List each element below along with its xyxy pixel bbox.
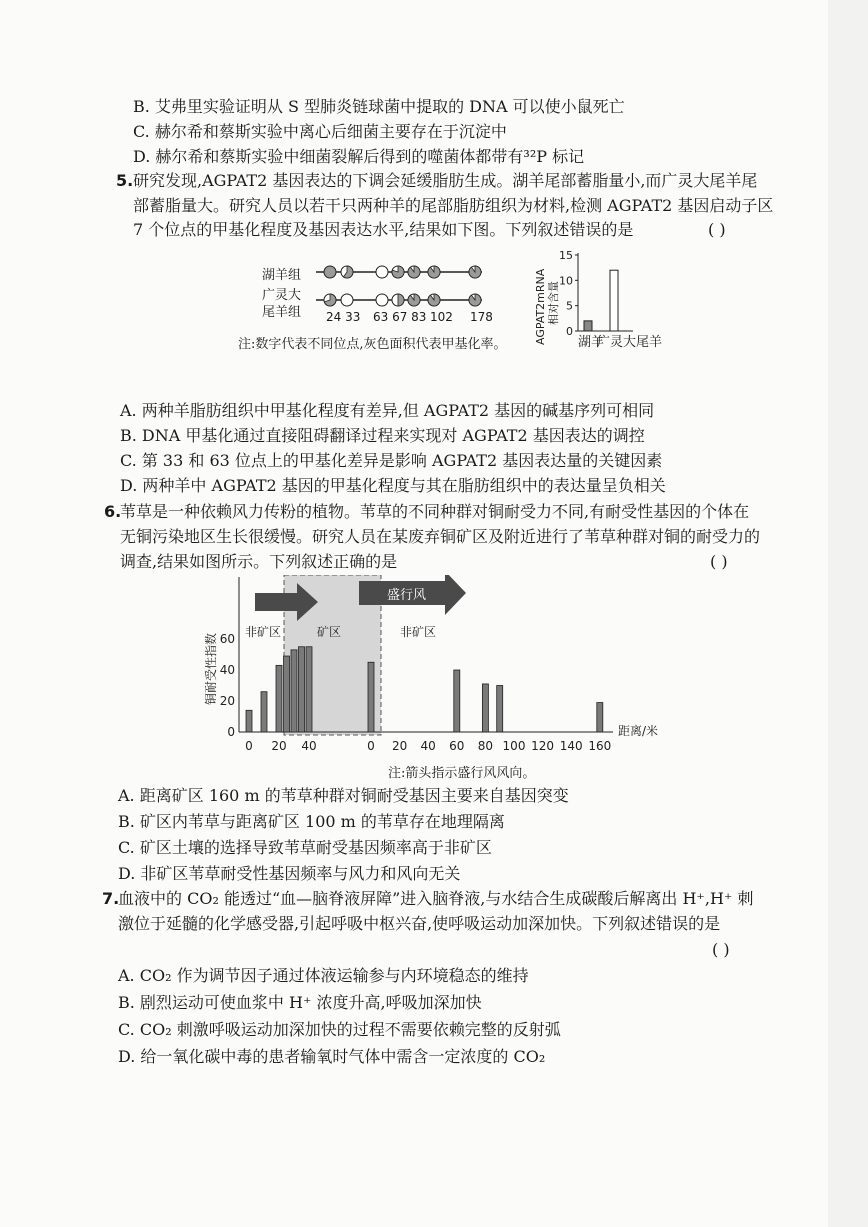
q5-figure-note: 注:数字代表不同位点,灰色面积代表甲基化率。 [238, 337, 507, 352]
tolerance-bar [284, 656, 290, 732]
methylation-fill [469, 294, 481, 306]
x-tick-label: 160 [588, 739, 612, 753]
q6-option-c: C. 矿区土壤的选择导致苇草耐受基因频率高于非矿区 [118, 838, 492, 857]
y-tick-label: 15 [559, 249, 573, 262]
wind-label: 盛行风 [387, 588, 427, 603]
methylation-row-hu [316, 266, 482, 278]
page-right-edge [828, 0, 868, 1227]
x-tick-label: 0 [367, 739, 375, 753]
q5-chart-cat-2 [597, 335, 663, 350]
q6-xlabel: 距离/米 [618, 724, 659, 738]
q5-chart-cat-1 [578, 335, 605, 350]
q7-answer-paren: ( ) [712, 940, 730, 959]
methylation-fill [408, 294, 420, 306]
q5-position-102: 102 [430, 310, 453, 324]
region-left-label: 非矿区 [245, 625, 282, 639]
y-tick-label: 0 [566, 325, 573, 338]
y-tick-label: 0 [227, 725, 235, 739]
q5-stem-3: 7 个位点的甲基化程度及基因表达水平,结果如下图。下列叙述错误的是 [133, 220, 634, 239]
y-tick-label: 40 [219, 663, 235, 677]
x-tick-label: 20 [271, 739, 287, 753]
methylation-fill [428, 294, 440, 306]
q5-chart-axes [559, 249, 633, 338]
y-tick-label: 60 [219, 632, 235, 646]
methylation-site [324, 266, 336, 278]
tolerance-bar [306, 647, 312, 732]
x-tick-label: 0 [245, 739, 253, 753]
q5-chart-cat-1-label: 湖羊 [578, 335, 605, 350]
q7-option-a: A. CO₂ 作为调节因子通过体液运输参与内环境稳态的维持 [118, 966, 529, 985]
q7-number: 7. [102, 889, 120, 908]
q6-option-a: A. 距离矿区 160 m 的苇草种群对铜耐受基因主要来自基因突变 [118, 786, 569, 805]
q6-option-d: D. 非矿区苇草耐受性基因频率与风力和风向无关 [118, 864, 461, 883]
x-tick-label: 40 [301, 739, 317, 753]
tolerance-bar [454, 670, 460, 732]
q5-position-178: 178 [470, 310, 493, 324]
q5-chart-bars [584, 270, 618, 331]
methylation-fill [428, 266, 440, 278]
q6-figure-note: 注:箭头指示盛行风风向。 [388, 766, 536, 781]
q6-chart-bars [246, 647, 603, 732]
tolerance-bar [482, 684, 488, 732]
methylation-fill [469, 266, 481, 278]
q5-number: 5. [116, 171, 134, 190]
methylation-fill [408, 266, 420, 278]
tolerance-bar [368, 662, 374, 732]
methylation-site [341, 294, 353, 306]
q5-answer-paren: ( ) [708, 220, 726, 239]
q4-option-c: C. 赫尔希和蔡斯实验中离心后细菌主要存在于沉淀中 [133, 122, 507, 141]
q6-number: 6. [104, 502, 122, 521]
q5-row2-label-2: 尾羊组 [262, 305, 302, 320]
q6-option-b: B. 矿区内苇草与距离矿区 100 m 的苇草存在地理隔离 [118, 812, 505, 831]
q7-option-d: D. 给一氧化碳中毒的患者输氧时气体中需含一定浓度的 CO₂ [118, 1047, 546, 1066]
q5-chart-ylabel-2: 相对含量 [547, 281, 560, 325]
q5-stem-2: 部蓄脂量大。研究人员以若干只两种羊的尾部脂肪组织为材料,检测 AGPAT2 基因启动子区 [133, 196, 774, 215]
q5-option-a: A. 两种羊脂肪组织中甲基化程度有差异,但 AGPAT2 基因的碱基序列可相同 [120, 401, 655, 420]
q5-chart-cat-2-label: 广灵大尾羊 [597, 335, 663, 350]
q6-stem-3: 调查,结果如图所示。下列叙述正确的是 [120, 552, 398, 571]
y-tick-label: 20 [219, 694, 235, 708]
q5-row1-label: 湖羊组 [262, 268, 302, 283]
q5-methylation-diagram [310, 258, 500, 318]
methylation-fill [398, 294, 404, 306]
q5-position-24-33: 24 33 [326, 310, 361, 324]
x-tick-label: 40 [420, 739, 436, 753]
q5-option-c: C. 第 33 和 63 位点上的甲基化差异是影响 AGPAT2 基因表达量的关键因素 [120, 451, 663, 470]
region-mine-label: 矿区 [317, 625, 342, 639]
tolerance-bar [497, 686, 503, 733]
tolerance-bar [597, 703, 603, 732]
y-tick-label: 5 [566, 299, 573, 313]
q6-stem-1: 苇草是一种依赖风力传粉的植物。苇草的不同种群对铜耐受力不同,有耐受性基因的个体在 [120, 502, 750, 521]
y-tick-label: 10 [559, 274, 573, 288]
q7-stem-1: 血液中的 CO₂ 能透过“血—脑脊液屏障”进入脑脊液,与水结合生成碳酸后解离出 H⁺,H⁺ 刺 [118, 889, 754, 908]
tolerance-bar [299, 647, 305, 732]
q6-copper-tolerance-chart [195, 575, 695, 780]
q5-chart-ylabel-1: AGPAT2mRNA [534, 268, 547, 345]
x-tick-label: 100 [502, 739, 526, 753]
q4-option-d: D. 赫尔希和蔡斯实验中细菌裂解后得到的噬菌体都带有³²P 标记 [133, 147, 585, 166]
mrna-bar [584, 321, 592, 331]
q5-option-d: D. 两种羊中 AGPAT2 基因的甲基化程度与其在脂肪组织中的表达量呈负相关 [120, 476, 666, 495]
q4-option-b: B. 艾弗里实验证明从 S 型肺炎链球菌中提取的 DNA 可以使小鼠死亡 [133, 97, 625, 116]
x-tick-label: 80 [477, 739, 494, 753]
x-tick-label: 60 [449, 739, 465, 753]
q5-row2-label-1: 广灵大 [262, 288, 302, 303]
q5-stem-1: 研究发现,AGPAT2 基因表达的下调会延缓脂肪生成。湖羊尾部蓄脂量小,而广灵大尾羊尾 [133, 171, 758, 190]
tolerance-bar [291, 650, 297, 732]
methylation-site [376, 266, 388, 278]
tolerance-bar [261, 692, 267, 732]
q6-answer-paren: ( ) [710, 552, 728, 571]
q6-ylabel: 铜耐受性指数 [204, 632, 218, 705]
x-tick-label: 140 [559, 739, 583, 753]
region-right-label: 非矿区 [400, 625, 437, 639]
q7-stem-2: 激位于延髓的化学感受器,引起呼吸中枢兴奋,使呼吸运动加深加快。下列叙述错误的是 [118, 914, 721, 933]
x-tick-label: 20 [391, 739, 408, 753]
q5-option-b: B. DNA 甲基化通过直接阻碍翻译过程来实现对 AGPAT2 基因表达的调控 [120, 426, 645, 445]
q7-option-b: B. 剧烈运动可使血浆中 H⁺ 浓度升高,呼吸加深加快 [118, 993, 482, 1012]
q7-option-c: C. CO₂ 刺激呼吸运动加深加快的过程不需要依赖完整的反射弧 [118, 1020, 561, 1039]
q5-position-63-67-83: 63 67 83 [373, 310, 427, 324]
methylation-row-guangling [316, 294, 482, 306]
tolerance-bar [276, 665, 282, 732]
x-tick-label: 120 [531, 739, 555, 753]
tolerance-bar [246, 710, 252, 732]
mrna-bar [610, 270, 618, 331]
q6-stem-2: 无铜污染地区生长很缓慢。研究人员在某废弃铜矿区及附近进行了苇草种群对铜的耐受力的 [120, 527, 761, 546]
methylation-site [376, 294, 388, 306]
